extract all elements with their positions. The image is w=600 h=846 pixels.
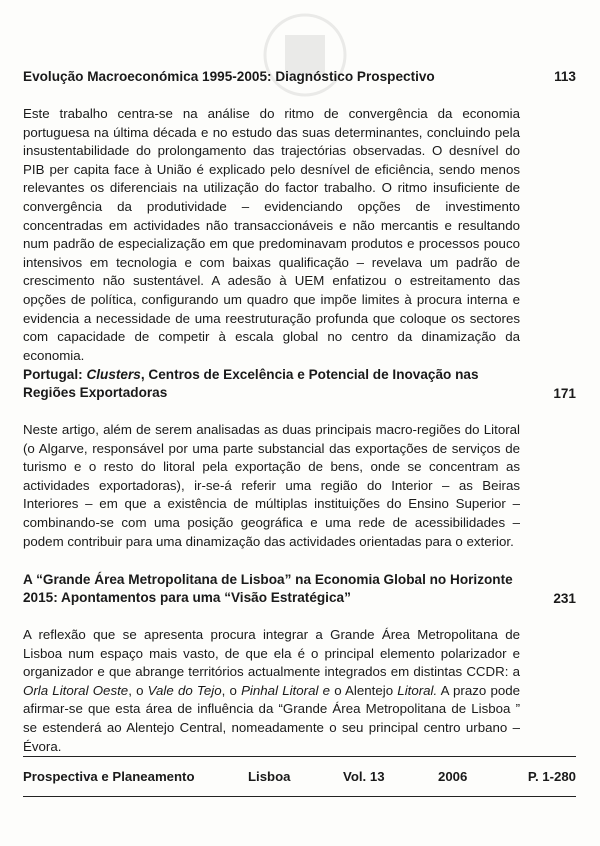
entry-3-title: A “Grande Área Metropolitana de Lisboa” na Economia Global no Horizonte 2015: Apontamentos para uma “Visão Estratégica” xyxy=(23,572,513,605)
entry-3-header xyxy=(23,571,576,607)
footer-top-rule xyxy=(23,756,576,757)
entry-3-abstract-text: o Alentejo xyxy=(330,682,398,698)
entry-3-abstract-italic: Vale do Tejo xyxy=(147,682,222,698)
entry-3 xyxy=(23,571,576,756)
entry-3-page-number: 231 xyxy=(553,591,576,606)
entry-1-page-number: 113 xyxy=(554,69,576,84)
entry-3-abstract-text: , o xyxy=(128,682,148,698)
entry-3-abstract-italic: Pinhal Litoral e xyxy=(241,682,331,698)
entry-1 xyxy=(23,68,576,365)
footer-journal: Prospectiva e Planeamento xyxy=(23,769,195,784)
entry-2 xyxy=(23,366,576,551)
entry-2-title xyxy=(23,366,523,402)
entry-2-abstract: Neste artigo, além de serem analisadas as duas principais macro-regiões do Litoral (o Algarve, responsável por uma parte substancial das exportações de serviços de turismo e o resto do litoral pela exportação de bens, onde se concentram as actividades exportadoras), ir-se-á referir uma região do Interior – as Beiras Interiores – em que a existência de múltiplas instituições do Ensino Superior – combinando-se com uma posição geográfica e uma rede de acessibilidades – podem contribuir para uma dinamização das actividades orientadas para o exterior. xyxy=(23,422,520,549)
entry-2-title-prefix: Portugal: xyxy=(23,367,87,382)
entry-2-title-suffix: , Centros de Excelência e Potencial de Inovação nas Regiões Exportadoras xyxy=(23,367,479,400)
entry-3-abstract-italic: Litoral. xyxy=(397,682,438,698)
footer-year: 2006 xyxy=(438,769,468,784)
entry-2-page-number: 171 xyxy=(553,386,576,401)
entry-3-abstract-text: , o xyxy=(221,682,242,698)
footer-bottom-rule xyxy=(23,796,576,797)
footer-pages: P. 1-280 xyxy=(527,769,576,784)
entry-2-title-italic: Clusters xyxy=(86,367,141,382)
entry-2-header xyxy=(23,366,576,402)
entry-1-header xyxy=(23,68,576,86)
footer-volume: Vol. 13 xyxy=(343,769,385,784)
entry-3-abstract-text: A prazo pode afirmar-se que esta área de influência da “Grande Área Metropolitana de Lisboa ” se estenderá ao Alentejo Central, nomeadamente o seu principal centro urbano – Évora. xyxy=(23,682,521,754)
entry-1-abstract: Este trabalho centra-se na análise do ritmo de convergência da economia portuguesa na última década e no estudo das suas determinantes, concluindo pela insustentabilidade do prolongamento das trajectórias observadas. O desnível do PIB per capita face à União é explicado pelo desnível de eficiência, sendo menos relevantes os diferenciais na utilização do factor trabalho. O ritmo insuficiente de convergência da produtividade – evidenciando opções de investimento concentradas em actividades não transaccionáveis e não mercantis e resultando num padrão de especialização em que predominavam produtos e processos pouco intensivos em tecnologia e com baixas qualificação – revelava um padrão de crescimento não sustentável. A adesão à UEM enfatizou o estreitamento das opções de política, configurando um quadro que impõe limites à procura interna e evidencia a necessidade de uma reestruturação profunda que coloque os sectores com capacidade de competir à escala global no centro da dinamização da economia. xyxy=(23,106,520,363)
entry-3-abstract-text: A reflexão que se apresenta procura integrar a Grande Área Metropolitana de Lisboa num espaço mais vasto, de que ela é o principal elemento polarizador e organizador e que abrange territórios actualmente integrados em distintas CCDR: a xyxy=(23,627,520,680)
entry-3-abstract-italic: Orla Litoral Oeste xyxy=(23,682,129,698)
entry-1-title: Evolução Macroeconómica 1995-2005: Diagnóstico Prospectivo xyxy=(23,69,435,84)
entry-3-abstract xyxy=(23,626,520,756)
footer-city: Lisboa xyxy=(248,769,291,784)
